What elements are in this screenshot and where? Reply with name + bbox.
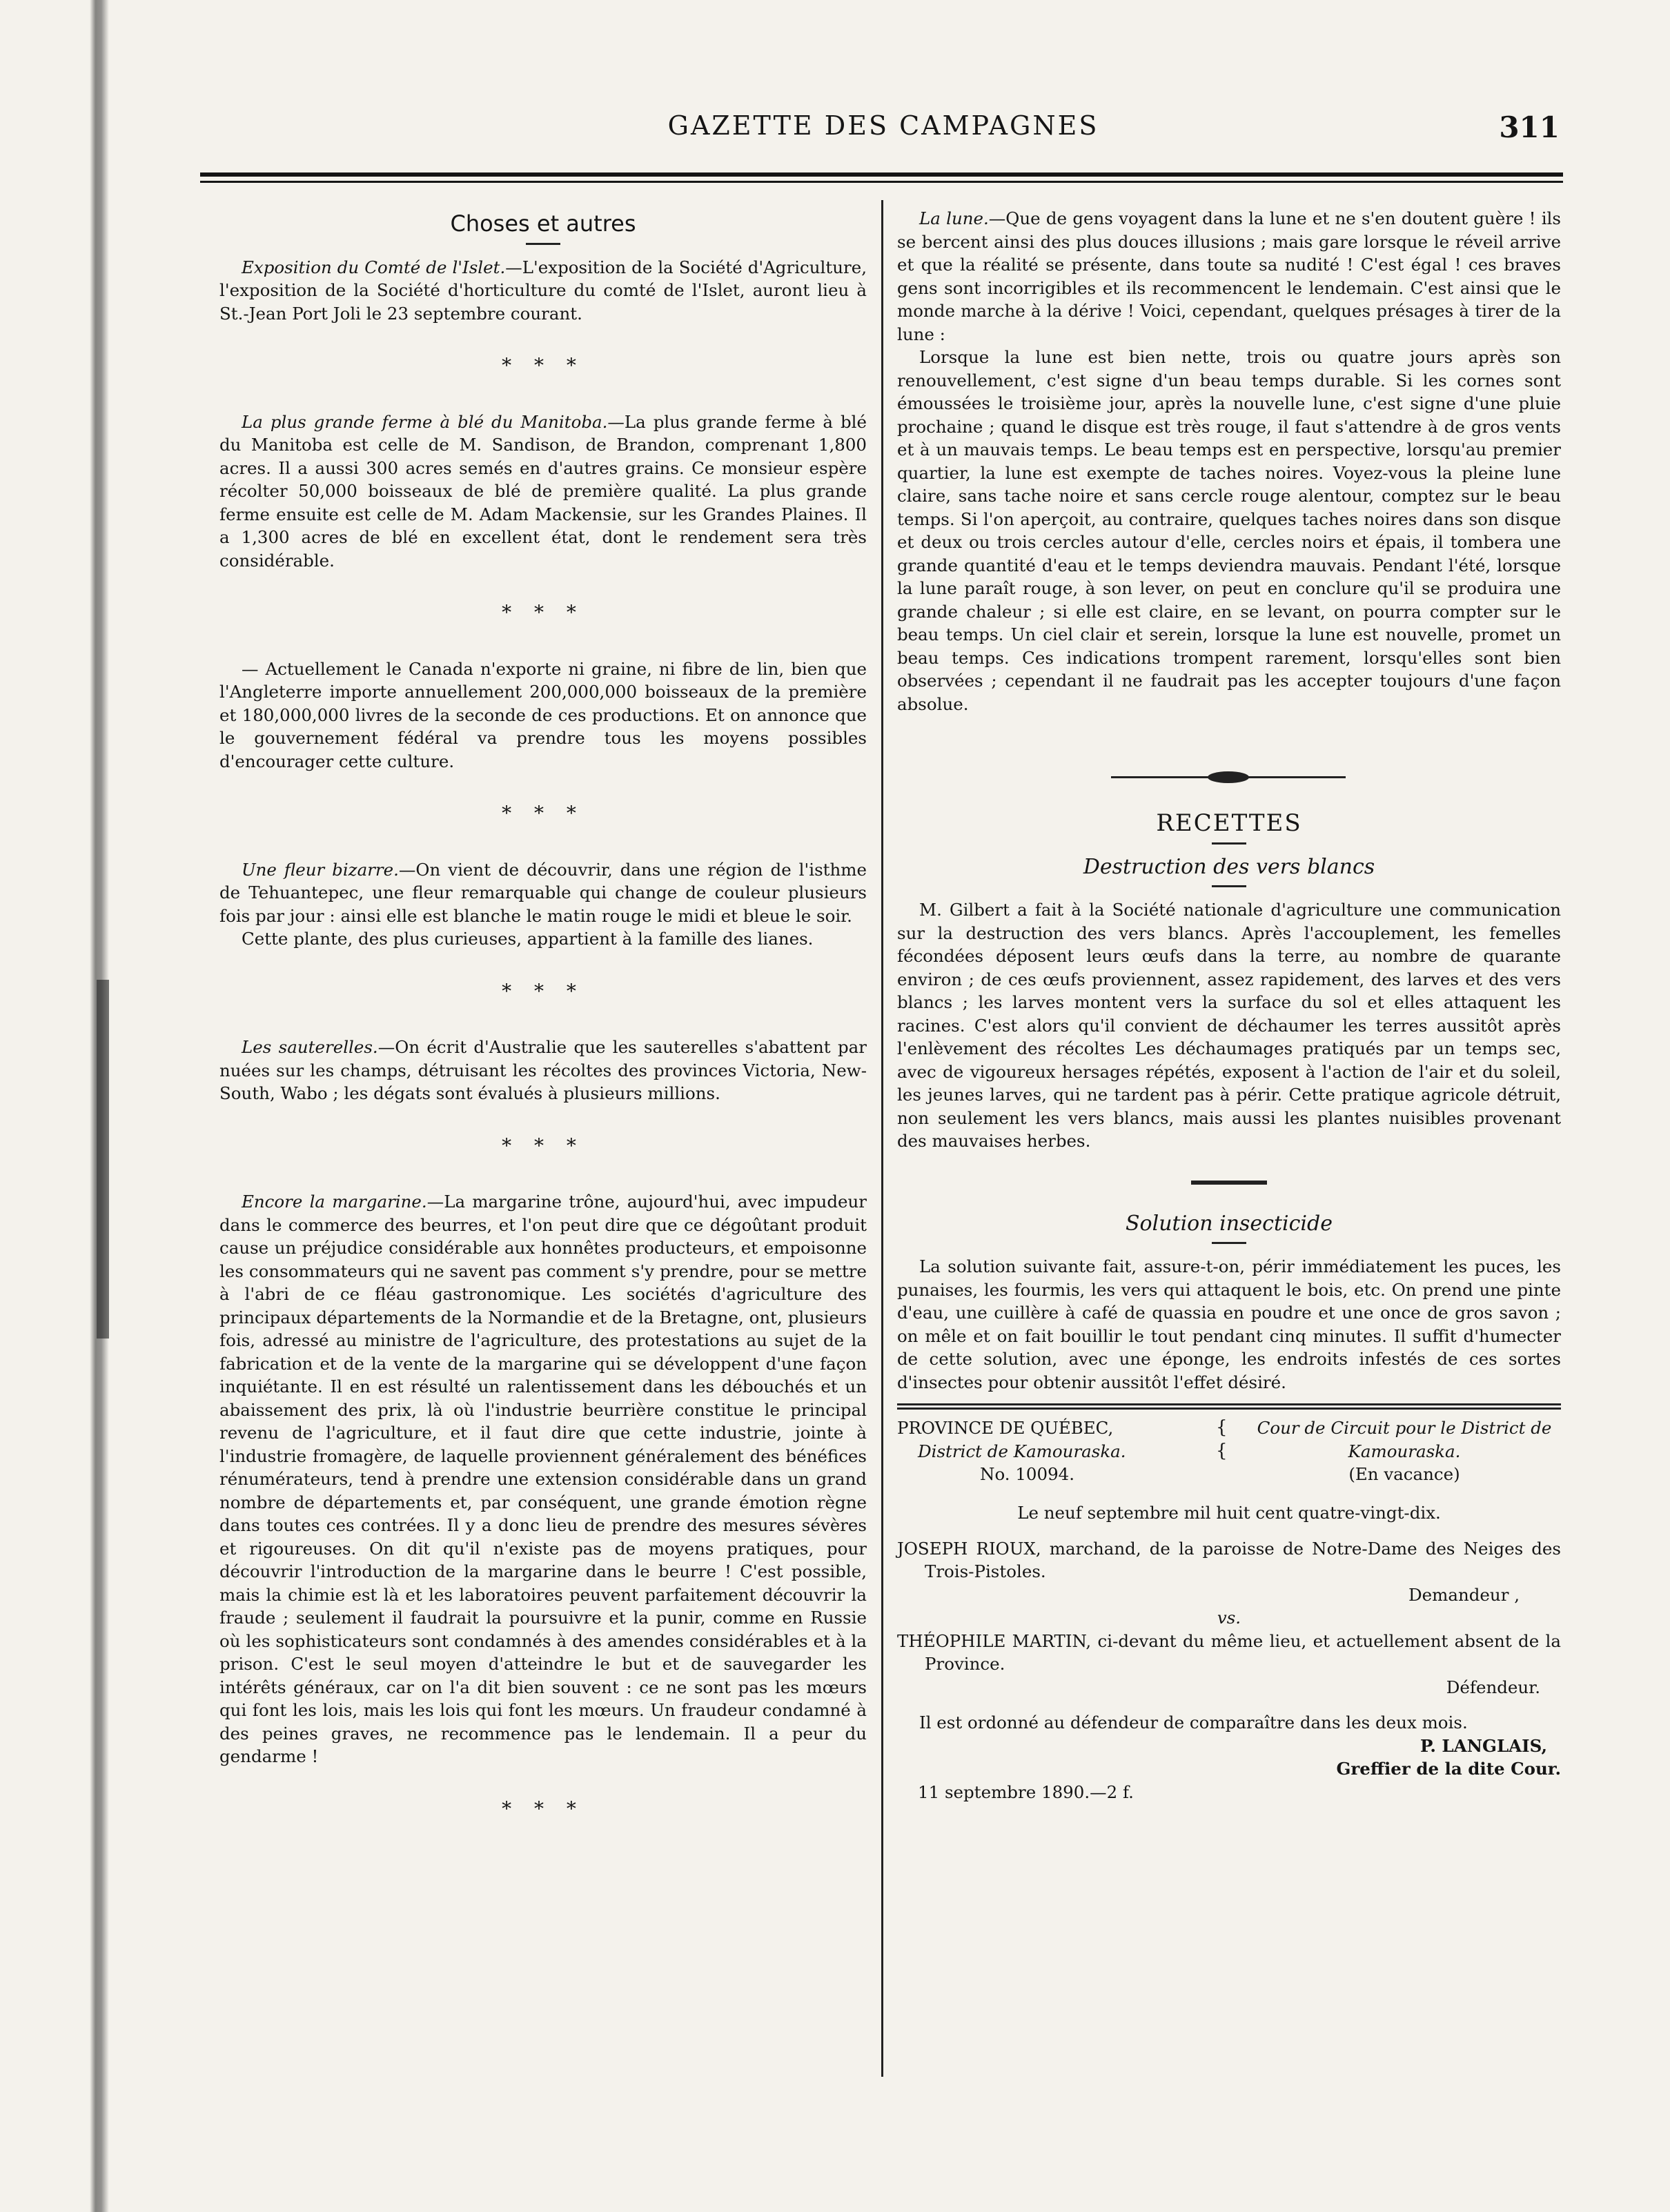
article-lune: La lune.—Que de gens voyagent dans la lune et ne s'en doutent guère ! ils se bercent ainsi des plus douces illusions ; mais gare lorsque le réveil arrive et que la réalité se présente, dans toute sa nudité ! C'est égal ! ces braves gens sont incorrigibles et ils recommencent le lendemain. C'est ainsi que le monde marche à la dérive ! Voici, cependant, quelques présages à tirer de la lune : xyxy=(897,208,1561,344)
district-label: District de Kamouraska. xyxy=(918,1441,1126,1461)
separator-stars: * * * xyxy=(502,802,584,824)
court-order: Il est ordonné au défendeur de comparaître dans les deux mois. xyxy=(919,1712,1468,1732)
court-heading xyxy=(897,1416,1561,1489)
left-column xyxy=(219,207,867,1853)
separator-stars: * * * xyxy=(502,979,584,1003)
versus: vs. xyxy=(1217,1608,1241,1628)
subtitle-solution: Solution insecticide xyxy=(1126,1211,1333,1236)
dash-rule xyxy=(1212,842,1246,845)
page-header xyxy=(207,110,1560,152)
right-column xyxy=(897,207,1561,1804)
ornament-rule xyxy=(897,764,1561,791)
plaintiff: JOSEPH RIOUX, marchand, de la paroisse de Notre-Dame des Neiges des Trois-Pistoles. xyxy=(897,1538,1561,1581)
notice-date: 11 septembre 1890.—2 f. xyxy=(918,1781,1134,1802)
header-rule-thin xyxy=(200,181,1563,183)
page-number: 311 xyxy=(1499,110,1560,144)
thick-rule xyxy=(1191,1181,1267,1185)
article-sauterelles: Les sauterelles.—On écrit d'Australie que les sauterelles s'abattent par nuées sur les champs, détruisant les récoltes des provinces Victoria, New-South, Wabo ; les dégats sont évalués à plusieurs millions. xyxy=(219,1037,867,1103)
article-fleur: Une fleur bizarre.—On vient de découvrir, dans une région de l'isthme de Tehuantepec, une fleur remarquable qui change de couleur plusieurs fois par jour : ainsi elle est blanche le matin rouge le midi et bleue le soir. xyxy=(219,859,867,926)
double-rule xyxy=(897,1403,1561,1410)
header-rule xyxy=(200,172,1563,177)
defendant-role: Défendeur. xyxy=(1446,1677,1540,1697)
dash-rule xyxy=(1212,885,1246,887)
dash-rule xyxy=(526,243,560,245)
court-district: Kamouraska. xyxy=(1348,1441,1461,1461)
court-date-line: Le neuf septembre mil huit cent quatre-vingt-dix. xyxy=(1017,1503,1441,1523)
separator-stars: * * * xyxy=(502,1134,584,1157)
scan-mark xyxy=(97,980,109,1339)
section-title-choses: Choses et autres xyxy=(450,210,636,237)
separator-stars: * * * xyxy=(502,354,584,377)
court-name: Cour de Circuit pour le District de xyxy=(1257,1418,1552,1438)
vacance-label: (En vacance) xyxy=(1348,1464,1460,1484)
signer-title: Greffier de la dite Cour. xyxy=(1336,1759,1561,1779)
gazette-title: GAZETTE DES CAMPAGNES xyxy=(667,110,1099,141)
dash-rule xyxy=(1212,1242,1246,1244)
article-lin: — Actuellement le Canada n'exporte ni graine, ni fibre de lin, bien que l'Angleterre importe annuellement 200,000,000 boisseaux de la première et 180,000,000 livres de la seconde de ces productions. Et on annonce que le gouvernement fédéral va prendre tous les moyens possibles d'encourager cette culture. xyxy=(219,658,867,771)
case-number: No. 10094. xyxy=(980,1464,1075,1484)
column-divider xyxy=(881,200,883,2077)
article-exposition: Exposition du Comté de l'Islet.—L'exposition de la Société d'Agriculture, l'exposition de la Société d'horticulture du comté de l'Islet, auront lieu à St.-Jean Port Joli le 23 septembre courant. xyxy=(219,257,867,324)
article-solution: La solution suivante fait, assure-t-on, périr immédiatement les puces, les punaises, les fourmis, les vers qui attaquent le bois, etc. On prend une pinte d'eau, une cuillère à café de quassia en poudre et une once de gros savon ; on mêle et on fait bouillir le tout pendant cinq minutes. Il suffit d'humecter de cette solution, avec une éponge, les endroits infestés de ces sortes d'insectes pour obtenir aussitôt l'effet désiré. xyxy=(897,1256,1561,1392)
separator-stars: * * * xyxy=(502,601,584,624)
article-vers-blancs: M. Gilbert a fait à la Société nationale d'agriculture une communication sur la destruction des vers blancs. Après l'accouplement, les femelles fécondées déposent leurs œufs dans la terre, au nombre de quarante environ ; de ces œufs proviennent, assez rapidement, des larves et des vers blancs ; les larves montent vers la surface du sol et elles attaquent les racines. C'est alors qu'il convient de déchaumer les terres aussitôt après l'enlèvement des récoltes Les déchaumages pratiqués par un temps sec, avec de vigoureux hersages répétés, exposent à l'action de l'air et du soleil, les jeunes larves, qui ne tardent pas à périr. Cette pratique agricole détruit, non seulement les vers blancs, mais aussi les plantes nuisibles provenant des mauvaises herbes. xyxy=(897,900,1561,1151)
subtitle-vers-blancs: Destruction des vers blancs xyxy=(1083,854,1375,879)
separator-stars: * * * xyxy=(502,1797,584,1820)
brace-glyph: { { xyxy=(1216,1417,1228,1461)
article-fleur-cont: Cette plante, des plus curieuses, appartient à la famille des lianes. xyxy=(242,929,814,949)
province-label: PROVINCE DE QUÉBEC, xyxy=(897,1418,1114,1438)
section-title-recettes: RECETTES xyxy=(1156,809,1302,837)
article-lune-cont: Lorsque la lune est bien nette, trois ou quatre jours après son renouvellement, c'est signe d'un beau temps durable. Si les cornes sont émoussées le troisième jour, après la nouvelle lune, c'est signe d'une pluie prochaine ; quand le disque est très rouge, il faut s'attendre à de gros vents et à un mauvais temps. Le beau temps est en perspective, lorsqu'au premier quartier, la lune est exempte de taches noires. Voyez-vous la pleine lune claire, sans tache noire et sans cercle rouge alentour, comptez sur le beau temps. Si l'on aperçoit, au contraire, quelques taches noires dans son disque et deux ou trois cercles autour d'elle, cercles noirs et épais, il tombera une grande quantité d'eau et le temps deviendra mauvais. Pendant l'été, lorsque la lune paraît rouge, à son lever, on peut en conclure qu'il se produira une grande chaleur ; si elle est claire, en se levant, on pourra compter sur le beau temps. Un ciel clair et serein, lorsque la lune est nouvelle, promet un beau temps. Ces indications trompent rarement, lorsqu'elles sont bien observées ; cependant il ne faudrait pas les accepter toujours d'une façon absolue. xyxy=(897,347,1561,714)
article-margarine: Encore la margarine.—La margarine trône, aujourd'hui, avec impudeur dans le commerce des beurres, et l'on peut dire que ce dégoûtant produit cause un préjudice considérable aux honnêtes producteurs, et empoisonne les consommateurs qui ne savent pas comment s'y prendre, pour se mettre à l'abri de ce fléau gastronomique. Les sociétés d'agriculture des principaux départements de la Normandie et de la Bretagne, ont, plusieurs fois, adressé au ministre de l'agriculture, des protestations au sujet de la fabrication et de la vente de la margarine qui se développent d'une façon inquiétante. Il en est résulté un ralentissement dans les débouchés et un abaissement des prix, là où l'industrie beurrière constitue le principal revenu de l'agriculture, et il faut dire que cette industrie, jointe à l'industrie fromagère, de laquelle proviennent généralement des bénéfices rénumérateurs, tend à prendre une extension considérable dans un grand nombre de départements et, par conséquent, une grande émotion règne dans toutes ces contrées. Il y a donc lieu de prendre des mesures sévères et rigoureuses. On dit qu'il n'existe pas de moyens pratiques, pour découvrir l'introduction de la margarine dans le beurre ! C'est possible, mais la chimie est là et les laboratoires peuvent parfaitement découvrir la fraude ; seulement il faudrait la poursuivre et la punir, comme en Russie où les sophisticateurs sont condamnés à des amendes considérables et à la prison. C'est le seul moyen d'atteindre le but et de sauvegarder les intérêts généraux, car on l'a dit bien souvent : ce ne sont pas les mœurs qui font les lois, mais les lois qui font les mœurs. Un fraudeur condamné à des peines graves, ne recommence pas le lendemain. Il a peur du gendarme ! xyxy=(219,1192,867,1766)
plaintiff-role: Demandeur , xyxy=(1408,1584,1520,1605)
signer-name: P. LANGLAIS, xyxy=(1420,1735,1547,1756)
article-ferme: La plus grande ferme à blé du Manitoba.—La plus grande ferme à blé du Manitoba est celle de M. Sandison, de Brandon, comprenant 1,800 acres. Il a aussi 300 acres semés en d'autres grains. Ce monsieur espère récolter 50,000 boisseaux de blé de première qualité. La plus grande ferme ensuite est celle de M. Adam Mackensie, sur les Grandes Plaines. Il a 1,300 acres de blé en excellent état, dont le rendement sera très considérable. xyxy=(219,411,867,571)
defendant: THÉOPHILE MARTIN, ci-devant du même lieu, et actuellement absent de la Province. xyxy=(897,1630,1561,1674)
